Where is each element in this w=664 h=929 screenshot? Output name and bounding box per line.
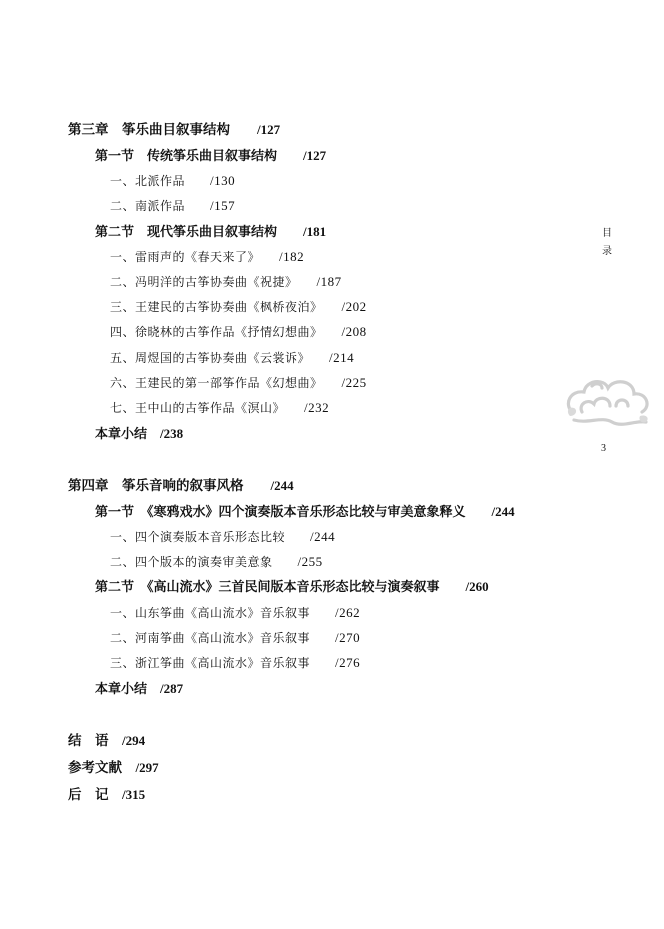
toc-item-title: 一、雷雨声的《春天来了》 [110, 250, 255, 264]
toc-item-title: 一、北派作品 [110, 174, 186, 188]
toc-item-title: 四、徐晓林的古筝作品《抒情幻想曲》 [110, 325, 317, 339]
toc-item-title: 六、王建民的第一部筝作品《幻想曲》 [110, 376, 317, 390]
toc-page-ref: /260 [465, 579, 489, 594]
toc-page-ref: /315 [122, 787, 146, 802]
toc-item[interactable] [110, 605, 360, 621]
toc-page-ref: /232 [304, 400, 330, 415]
toc-page-ref: /294 [122, 733, 146, 748]
toc-endmatter-title: 结 语 [68, 733, 109, 749]
toc-chapter-3[interactable] [68, 122, 280, 138]
toc-page-ref: /127 [257, 122, 281, 137]
running-header-contents [600, 225, 614, 261]
toc-conclusion[interactable] [68, 733, 145, 749]
toc-item[interactable] [110, 529, 335, 545]
toc-page-ref: /187 [316, 274, 342, 289]
toc-afterword[interactable] [68, 787, 145, 803]
toc-item-title: 三、王建民的古筝协奏曲《枫桥夜泊》 [110, 300, 317, 314]
toc-item[interactable] [110, 173, 235, 189]
toc-page-ref: /238 [160, 426, 184, 441]
toc-page-ref: /127 [303, 148, 327, 163]
toc-item[interactable] [110, 249, 304, 265]
toc-item[interactable] [110, 400, 329, 416]
toc-page-ref: /202 [341, 299, 367, 314]
toc-summary-title: 本章小结 [95, 427, 148, 442]
toc-item-title: 二、冯明洋的古筝协奏曲《祝捷》 [110, 275, 292, 289]
toc-item-title: 二、四个版本的演奏审美意象 [110, 555, 273, 569]
toc-chapter-4-summary[interactable] [95, 681, 183, 698]
toc-page-ref: /244 [270, 478, 294, 493]
toc-chapter-3-summary[interactable] [95, 426, 183, 443]
toc-page-ref: /276 [335, 655, 361, 670]
toc-chapter-title: 第三章 筝乐曲目叙事结构 [68, 122, 230, 138]
toc-item[interactable] [110, 198, 235, 214]
toc-item-title: 三、浙江筝曲《高山流水》音乐叙事 [110, 656, 311, 670]
cloud-ornament-icon [562, 372, 652, 432]
toc-item-title: 一、四个演奏版本音乐形态比较 [110, 530, 286, 544]
toc-page-ref: /130 [210, 173, 236, 188]
toc-section-4-1[interactable] [95, 504, 515, 521]
toc-page-ref: /255 [297, 554, 323, 569]
toc-section-title: 第一节 《寒鸦戏水》四个演奏版本音乐形态比较与审美意象释义 [95, 505, 466, 520]
toc-section-title: 第二节 现代筝乐曲目叙事结构 [95, 225, 278, 240]
toc-page-ref: /297 [135, 760, 159, 775]
toc-section-3-1[interactable] [95, 148, 326, 165]
toc-item[interactable] [110, 655, 360, 671]
toc-item[interactable] [110, 299, 367, 315]
toc-page-ref: /181 [303, 224, 327, 239]
toc-item[interactable] [110, 350, 354, 366]
toc-section-title: 第二节 《高山流水》三首民间版本音乐形态比较与演奏叙事 [95, 580, 440, 595]
toc-item[interactable] [110, 324, 367, 340]
toc-page-ref: /214 [329, 350, 355, 365]
toc-page-ref: /157 [210, 198, 236, 213]
toc-item-title: 五、周煜国的古筝协奏曲《云裳诉》 [110, 351, 305, 365]
toc-endmatter-title: 参考文献 [68, 760, 122, 776]
running-header-char: 目 [602, 228, 612, 239]
toc-page-ref: /287 [160, 681, 184, 696]
toc-page-ref: /244 [310, 529, 336, 544]
toc-item[interactable] [110, 630, 360, 646]
toc-page-ref: /182 [279, 249, 305, 264]
running-header-char: 录 [602, 246, 612, 257]
toc-item-title: 七、王中山的古筝作品《溟山》 [110, 401, 280, 415]
toc-section-3-2[interactable] [95, 224, 326, 241]
toc-page-ref: /225 [341, 375, 367, 390]
toc-chapter-title: 第四章 筝乐音响的叙事风格 [68, 478, 244, 494]
toc-section-title: 第一节 传统筝乐曲目叙事结构 [95, 149, 278, 164]
toc-page-ref: /244 [491, 504, 515, 519]
toc-section-4-2[interactable] [95, 579, 489, 596]
toc-endmatter-title: 后 记 [68, 787, 109, 803]
toc-chapter-4[interactable] [68, 478, 294, 494]
toc-item[interactable] [110, 375, 367, 391]
toc-summary-title: 本章小结 [95, 682, 148, 697]
toc-item-title: 二、南派作品 [110, 199, 186, 213]
toc-page-ref: /262 [335, 605, 361, 620]
toc-page-ref: /208 [341, 324, 367, 339]
toc-references[interactable] [68, 760, 159, 776]
toc-item[interactable] [110, 554, 323, 570]
toc-item-title: 一、山东筝曲《高山流水》音乐叙事 [110, 606, 311, 620]
toc-page-ref: /270 [335, 630, 361, 645]
toc-item[interactable] [110, 274, 342, 290]
page-number: 3 [601, 443, 606, 454]
toc-item-title: 二、河南筝曲《高山流水》音乐叙事 [110, 631, 311, 645]
